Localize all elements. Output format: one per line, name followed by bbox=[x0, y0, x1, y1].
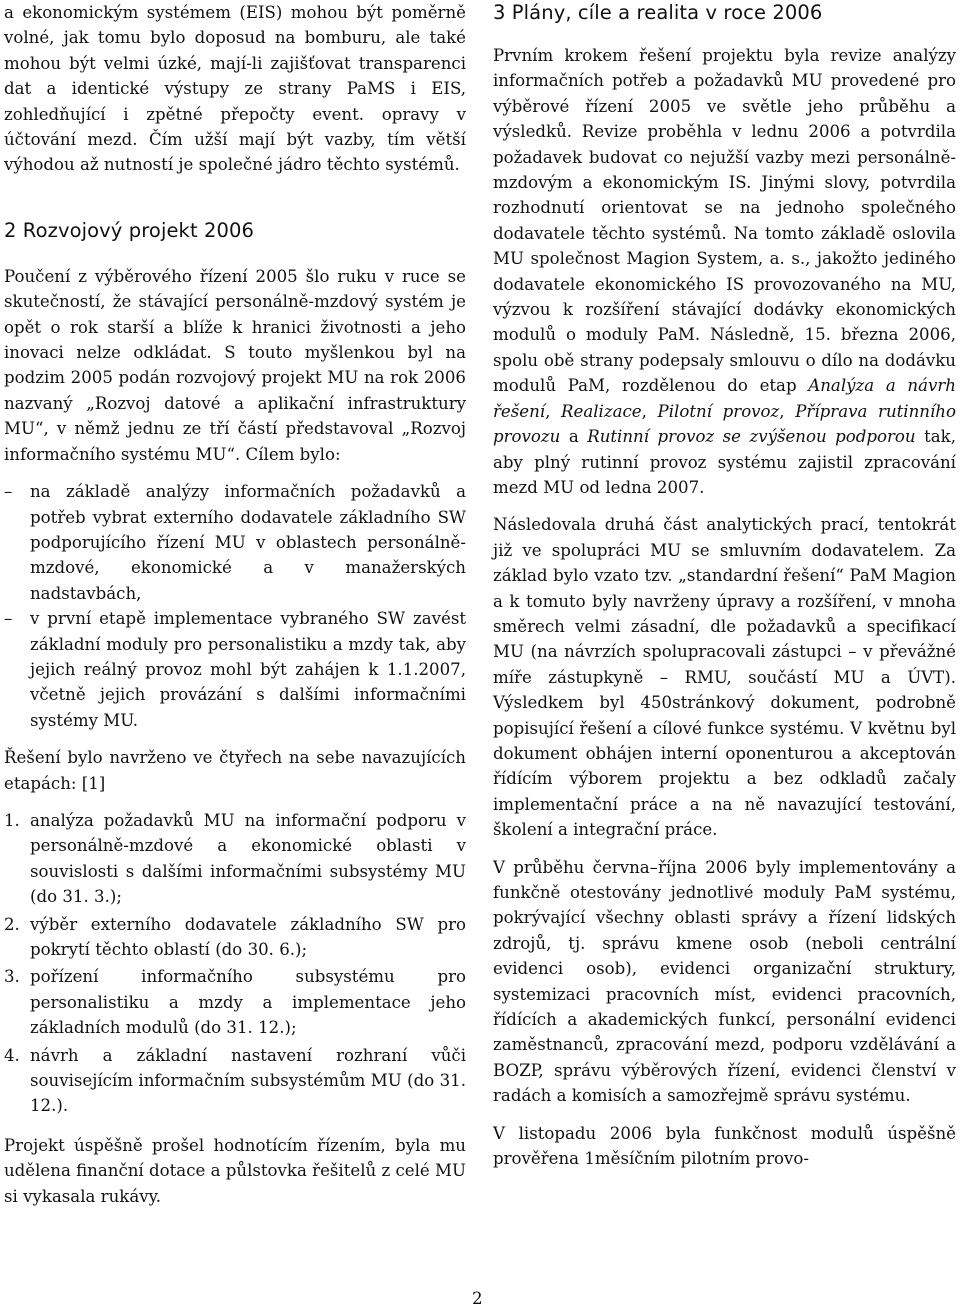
stage-name: Rutinní provoz se zvýšenou podporou bbox=[587, 427, 916, 447]
stage-name: Realizace bbox=[561, 401, 642, 421]
stages-list bbox=[4, 808, 466, 1119]
stage-name: Pilotní provoz bbox=[657, 401, 780, 421]
section-3-paragraph-2: Následovala druhá část analytických prací, tentokrát již ve spolupráci MU se smluvním dodavatelem. Za základ bylo vzato tzv. „standardní řešení“ PaM Magion a k tomuto byly navrženy úpravy a rozšíření, v mnoha směrech velmi zásadní, dle požadavků a specifikací MU (na návrzích spolupracovali zástupci – v převážné míře zástupkyně – RMU, součástí MU a ÚVT). Výsledkem byl 450stránkový dokument, podrobně popisující řešení a cílové funkce systému. V květnu byl dokument obhájen interní oponenturou a akceptován řídícím výborem projektu a bez odkladů začaly implementační práce a na ně navazující testování, školení a integrační práce. bbox=[493, 515, 956, 840]
dash-marker: – bbox=[4, 482, 13, 502]
stage-number: 1. bbox=[4, 810, 20, 830]
section-2-paragraph: Poučení z výběrového řízení 2005 šlo ruku v ruce se skutečností, že stávající personálně-mzdový systém je opět o rok starší a blíže k hranici životnosti a jeho inovaci nelze odkládat. S touto myšlenkou byl na podzim 2005 podán rozvojový projekt MU na rok 2006 nazvaný „Rozvoj datové a aplikační infrastruktury MU“, v němž jednu ze tří částí představoval „Rozvoj informačního systému MU“. Cílem bylo: bbox=[4, 266, 466, 464]
dash-marker: – bbox=[4, 609, 13, 629]
stage-text: návrh a základní nastavení rozhraní vůči souvisejícím informačním subsystémům MU (do 31. 12.). bbox=[30, 1045, 466, 1116]
stage-item-3 bbox=[4, 964, 466, 1040]
stage-number: 3. bbox=[4, 967, 20, 987]
goal-item-1 bbox=[4, 479, 466, 606]
goal-text: na základě analýzy informačních požadavků a potřeb vybrat externího dodavatele základního SW podporujícího řízení MU v oblastech personálně-mzdové, ekonomické a v manažerských nadstavbách, bbox=[30, 482, 466, 603]
stages-intro-paragraph: Řešení bylo navrženo ve čtyřech na sebe navazujících etapách: [1] bbox=[4, 748, 466, 793]
project-result-paragraph: Projekt úspěšně prošel hodnotícím řízením, byla mu udělena finanční dotace a půlstovka řešitelů z celé MU si vykasala rukávy. bbox=[4, 1135, 466, 1206]
stage-name: Příprava rutinního provozu bbox=[493, 401, 956, 447]
stage-name: Analýza a návrh řešení bbox=[493, 376, 956, 421]
stage-text: výběr externího dodavatele základního SW pro pokrytí těchto oblastí (do 30. 6.); bbox=[30, 914, 466, 959]
stage-item-1 bbox=[4, 808, 466, 910]
left-column bbox=[4, 0, 466, 1221]
page-number: 2 bbox=[472, 1289, 483, 1308]
stage-text: analýza požadavků MU na informační podporu v personálně-mzdové a ekonomické oblasti v souvislosti s dalšími informačními subsystémy MU (do 31. 3.); bbox=[30, 810, 466, 907]
left-intro-paragraph: a ekonomickým systémem (EIS) mohou být poměrně volné, jak tomu bylo doposud na bomburu, ale také mohou být velmi úzké, mají-li zajišťovat transparenci dat a identické výstupy ze strany PaMS i EIS, zohledňující i zpětné přepočty event. opravy v účtování mezd. Čím užší mají být vazby, tím větší výhodou až nutností je společné jádro těchto systémů. bbox=[4, 3, 466, 175]
section-3-paragraph-4: V listopadu 2006 byla funkčnost modulů úspěšně prověřena 1měsíčním pilotním provo- bbox=[493, 1123, 956, 1169]
stage-item-2 bbox=[4, 912, 466, 963]
paragraph-text: tak, aby plný rutinní provoz systému zajistil zpracování mezd MU od ledna 2007. bbox=[493, 427, 956, 497]
goal-text: v první etapě implementace vybraného SW zavést základní moduly pro personalistiku a mzdy tak, aby jejich reálný provoz mohl být zahájen k 1.1.2007, včetně jejich provázání s dalšími informačními systémy MU. bbox=[30, 609, 466, 730]
section-3-paragraph-1 bbox=[493, 43, 956, 500]
section-3-paragraph-3: V průběhu června–října 2006 byly implementovány a funkčně otestovány jednotlivé moduly PaM systému, pokrývající všechny oblasti správy a řízení lidských zdrojů, tj. správu kmene osob (neboli centrální evidenci osob), evidenci organizační struktury, systemizaci pracovních míst, evidenci pracovních, řídících a akademických funkcí, personální evidenci zaměstnanců, zpracování mezd, podporu vzdělávání a BOZP, správu výběrových řízení, evidenci členství v radách a komisích a samozřejmě správu systému. bbox=[493, 857, 956, 1106]
paragraph-text: Prvním krokem řešení projektu byla revize analýzy informačních potřeb a požadavků MU provedené pro výběrové řízení 2005 ve světle jeho průběhu a výsledků. Revize proběhla v lednu 2006 a potvrdila požadavek budovat co nejužší vazby mezi personálně-mzdovým a ekonomickým IS. Jinými slovy, potvrdila rozhodnutí orientovat se na jednoho společného dodavatele těchto systémů. Na tomto základě oslovila MU společnost Magion System, a. s., jakožto jediného dodavatele ekonomického IS provozovaného na MU, výzvou k rozšíření stávající dodávky ekonomických modulů o moduly PaM. Následně, 15. března 2006, spolu obě strany podepsaly smlouvu o dílo na dodávku modulů PaM, rozdělenou do etap bbox=[493, 46, 956, 396]
separator: , bbox=[641, 401, 658, 421]
section-3-heading: 3 Plány, cíle a realita v roce 2006 bbox=[493, 1, 823, 24]
separator: , bbox=[779, 401, 796, 421]
goals-list bbox=[4, 479, 466, 733]
section-2-heading: 2 Rozvojový projekt 2006 bbox=[4, 218, 255, 242]
stage-item-4 bbox=[4, 1043, 466, 1119]
goal-item-2 bbox=[4, 606, 466, 733]
stage-number: 4. bbox=[4, 1045, 20, 1065]
right-column bbox=[493, 0, 956, 1183]
separator: , bbox=[545, 401, 562, 421]
stage-text: pořízení informačního subsystému pro personalistiku a mzdy a implementace jeho základních modulů (do 31. 12.); bbox=[30, 967, 466, 1038]
stage-number: 2. bbox=[4, 914, 20, 934]
separator: a bbox=[560, 427, 588, 447]
